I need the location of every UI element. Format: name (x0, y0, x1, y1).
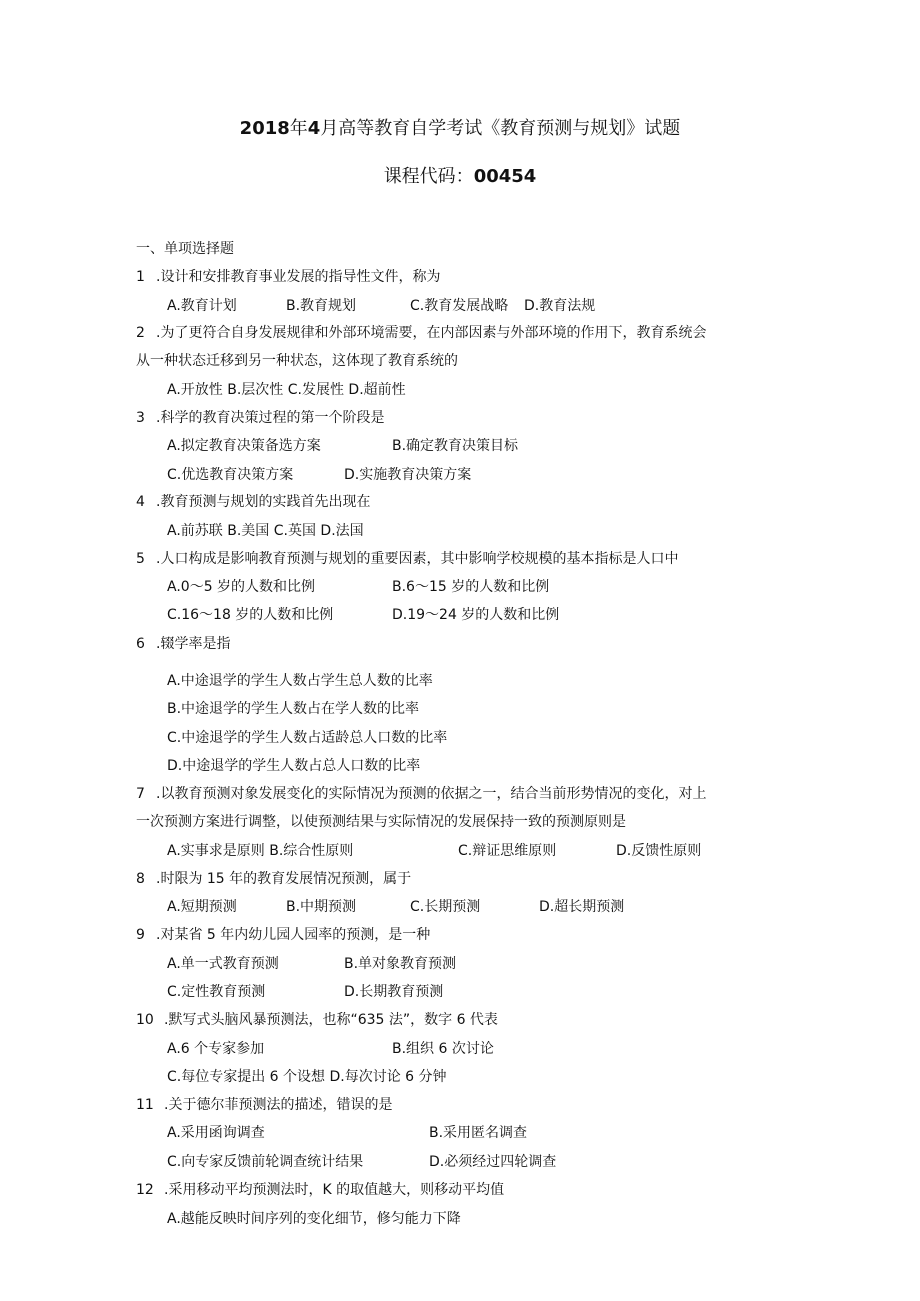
question-2: 2 .为了更符合自身发展规律和外部环境需要，在内部因素与外部环境的作用下，教育系统会 (136, 325, 707, 341)
q10-option-cd: C.每位专家提出 6 个设想 D.每次讨论 6 分钟 (167, 1069, 447, 1085)
q3-option-c: C.优选教育决策方案 (167, 467, 294, 483)
section-heading: 一、单项选择题 (136, 241, 234, 257)
q6-option-b: B.中途退学的学生人数占在学人数的比率 (167, 701, 420, 717)
q11-option-a: A.采用函询调查 (167, 1125, 265, 1141)
question-11: 11 .关于德尔菲预测法的描述，错误的是 (136, 1097, 393, 1113)
question-3: 3 .科学的教育决策过程的第一个阶段是 (136, 410, 385, 426)
q10-option-a: A.6 个专家参加 (167, 1041, 265, 1057)
q9-option-c: C.定性教育预测 (167, 984, 266, 1000)
q3-option-d: D.实施教育决策方案 (344, 467, 472, 483)
q5-option-c: C.16～18 岁的人数和比例 (167, 607, 334, 623)
q1-option-d: D.教育法规 (524, 298, 596, 314)
q4-options: A.前苏联 B.美国 C.英国 D.法国 (167, 523, 364, 539)
q6-option-d: D.中途退学的学生人数占总人口数的比率 (167, 758, 421, 774)
q11-option-c: C.向专家反馈前轮调查统计结果 (167, 1154, 364, 1170)
q7-option-ab: A.实事求是原则 B.综合性原则 (167, 843, 354, 859)
q1-option-c: C.教育发展战略 (410, 298, 509, 314)
q8-option-d: D.超长期预测 (539, 899, 625, 915)
title-text: 月高等教育自学考试《教育预测与规划》试题 (320, 118, 681, 139)
q1-option-b: B.教育规划 (286, 298, 357, 314)
q12-option-a: A.越能反映时间序列的变化细节，修匀能力下降 (167, 1211, 461, 1227)
q7-option-c: C.辩证思维原则 (458, 843, 557, 859)
q8-option-b: B.中期预测 (286, 899, 357, 915)
question-12: 12 .采用移动平均预测法时，K 的取值越大，则移动平均值 (136, 1182, 505, 1198)
q8-option-c: C.长期预测 (410, 899, 481, 915)
q5-option-d: D.19～24 岁的人数和比例 (392, 607, 560, 623)
course-code-value: 00454 (473, 166, 537, 187)
q5-option-b: B.6～15 岁的人数和比例 (392, 579, 550, 595)
question-10: 10 .默写式头脑风暴预测法，也称“635 法”，数字 6 代表 (136, 1012, 498, 1028)
q1-option-a: A.教育计划 (167, 298, 237, 314)
q8-option-a: A.短期预测 (167, 899, 237, 915)
page-title (0, 116, 920, 142)
question-1: 1 .设计和安排教育事业发展的指导性文件，称为 (136, 269, 441, 285)
q3-option-b: B.确定教育决策目标 (392, 438, 519, 454)
q10-option-b: B.组织 6 次讨论 (392, 1041, 494, 1057)
q6-option-c: C.中途退学的学生人数占适龄总人口数的比率 (167, 730, 448, 746)
question-7: 7 .以教育预测对象发展变化的实际情况为预测的依据之一，结合当前形势情况的变化，对上 (136, 786, 707, 802)
q9-option-b: B.单对象教育预测 (344, 956, 457, 972)
course-code-label: 课程代码： (383, 166, 474, 187)
question-9: 9 .对某省 5 年内幼儿园人园率的预测，是一种 (136, 927, 431, 943)
title-month: 4 (307, 118, 321, 139)
q11-option-d: D.必须经过四轮调查 (429, 1154, 557, 1170)
question-8: 8 .时限为 15 年的教育发展情况预测，属于 (136, 871, 412, 887)
q9-option-d: D.长期教育预测 (344, 984, 444, 1000)
course-code (0, 164, 920, 190)
title-year: 2018 (239, 118, 290, 139)
question-2-cont: 从一种状态迁移到另一种状态，这体现了教育系统的 (136, 353, 458, 369)
q2-options: A.开放性 B.层次性 C.发展性 D.超前性 (167, 382, 406, 398)
question-5: 5 .人口构成是影响教育预测与规划的重要因素，其中影响学校规模的基本指标是人口中 (136, 551, 679, 567)
q11-option-b: B.采用匿名调查 (429, 1125, 528, 1141)
q9-option-a: A.单一式教育预测 (167, 956, 279, 972)
q6-option-a: A.中途退学的学生人数占学生总人数的比率 (167, 673, 433, 689)
q7-option-d: D.反馈性原则 (616, 843, 702, 859)
q5-option-a: A.0～5 岁的人数和比例 (167, 579, 316, 595)
question-4: 4 .教育预测与规划的实践首先出现在 (136, 494, 371, 510)
title-year-suffix: 年 (289, 118, 308, 139)
question-7-cont: 一次预测方案进行调整，以使预测结果与实际情况的发展保持一致的预测原则是 (136, 814, 626, 830)
q3-option-a: A.拟定教育决策备选方案 (167, 438, 321, 454)
question-6: 6 .辍学率是指 (136, 636, 231, 652)
